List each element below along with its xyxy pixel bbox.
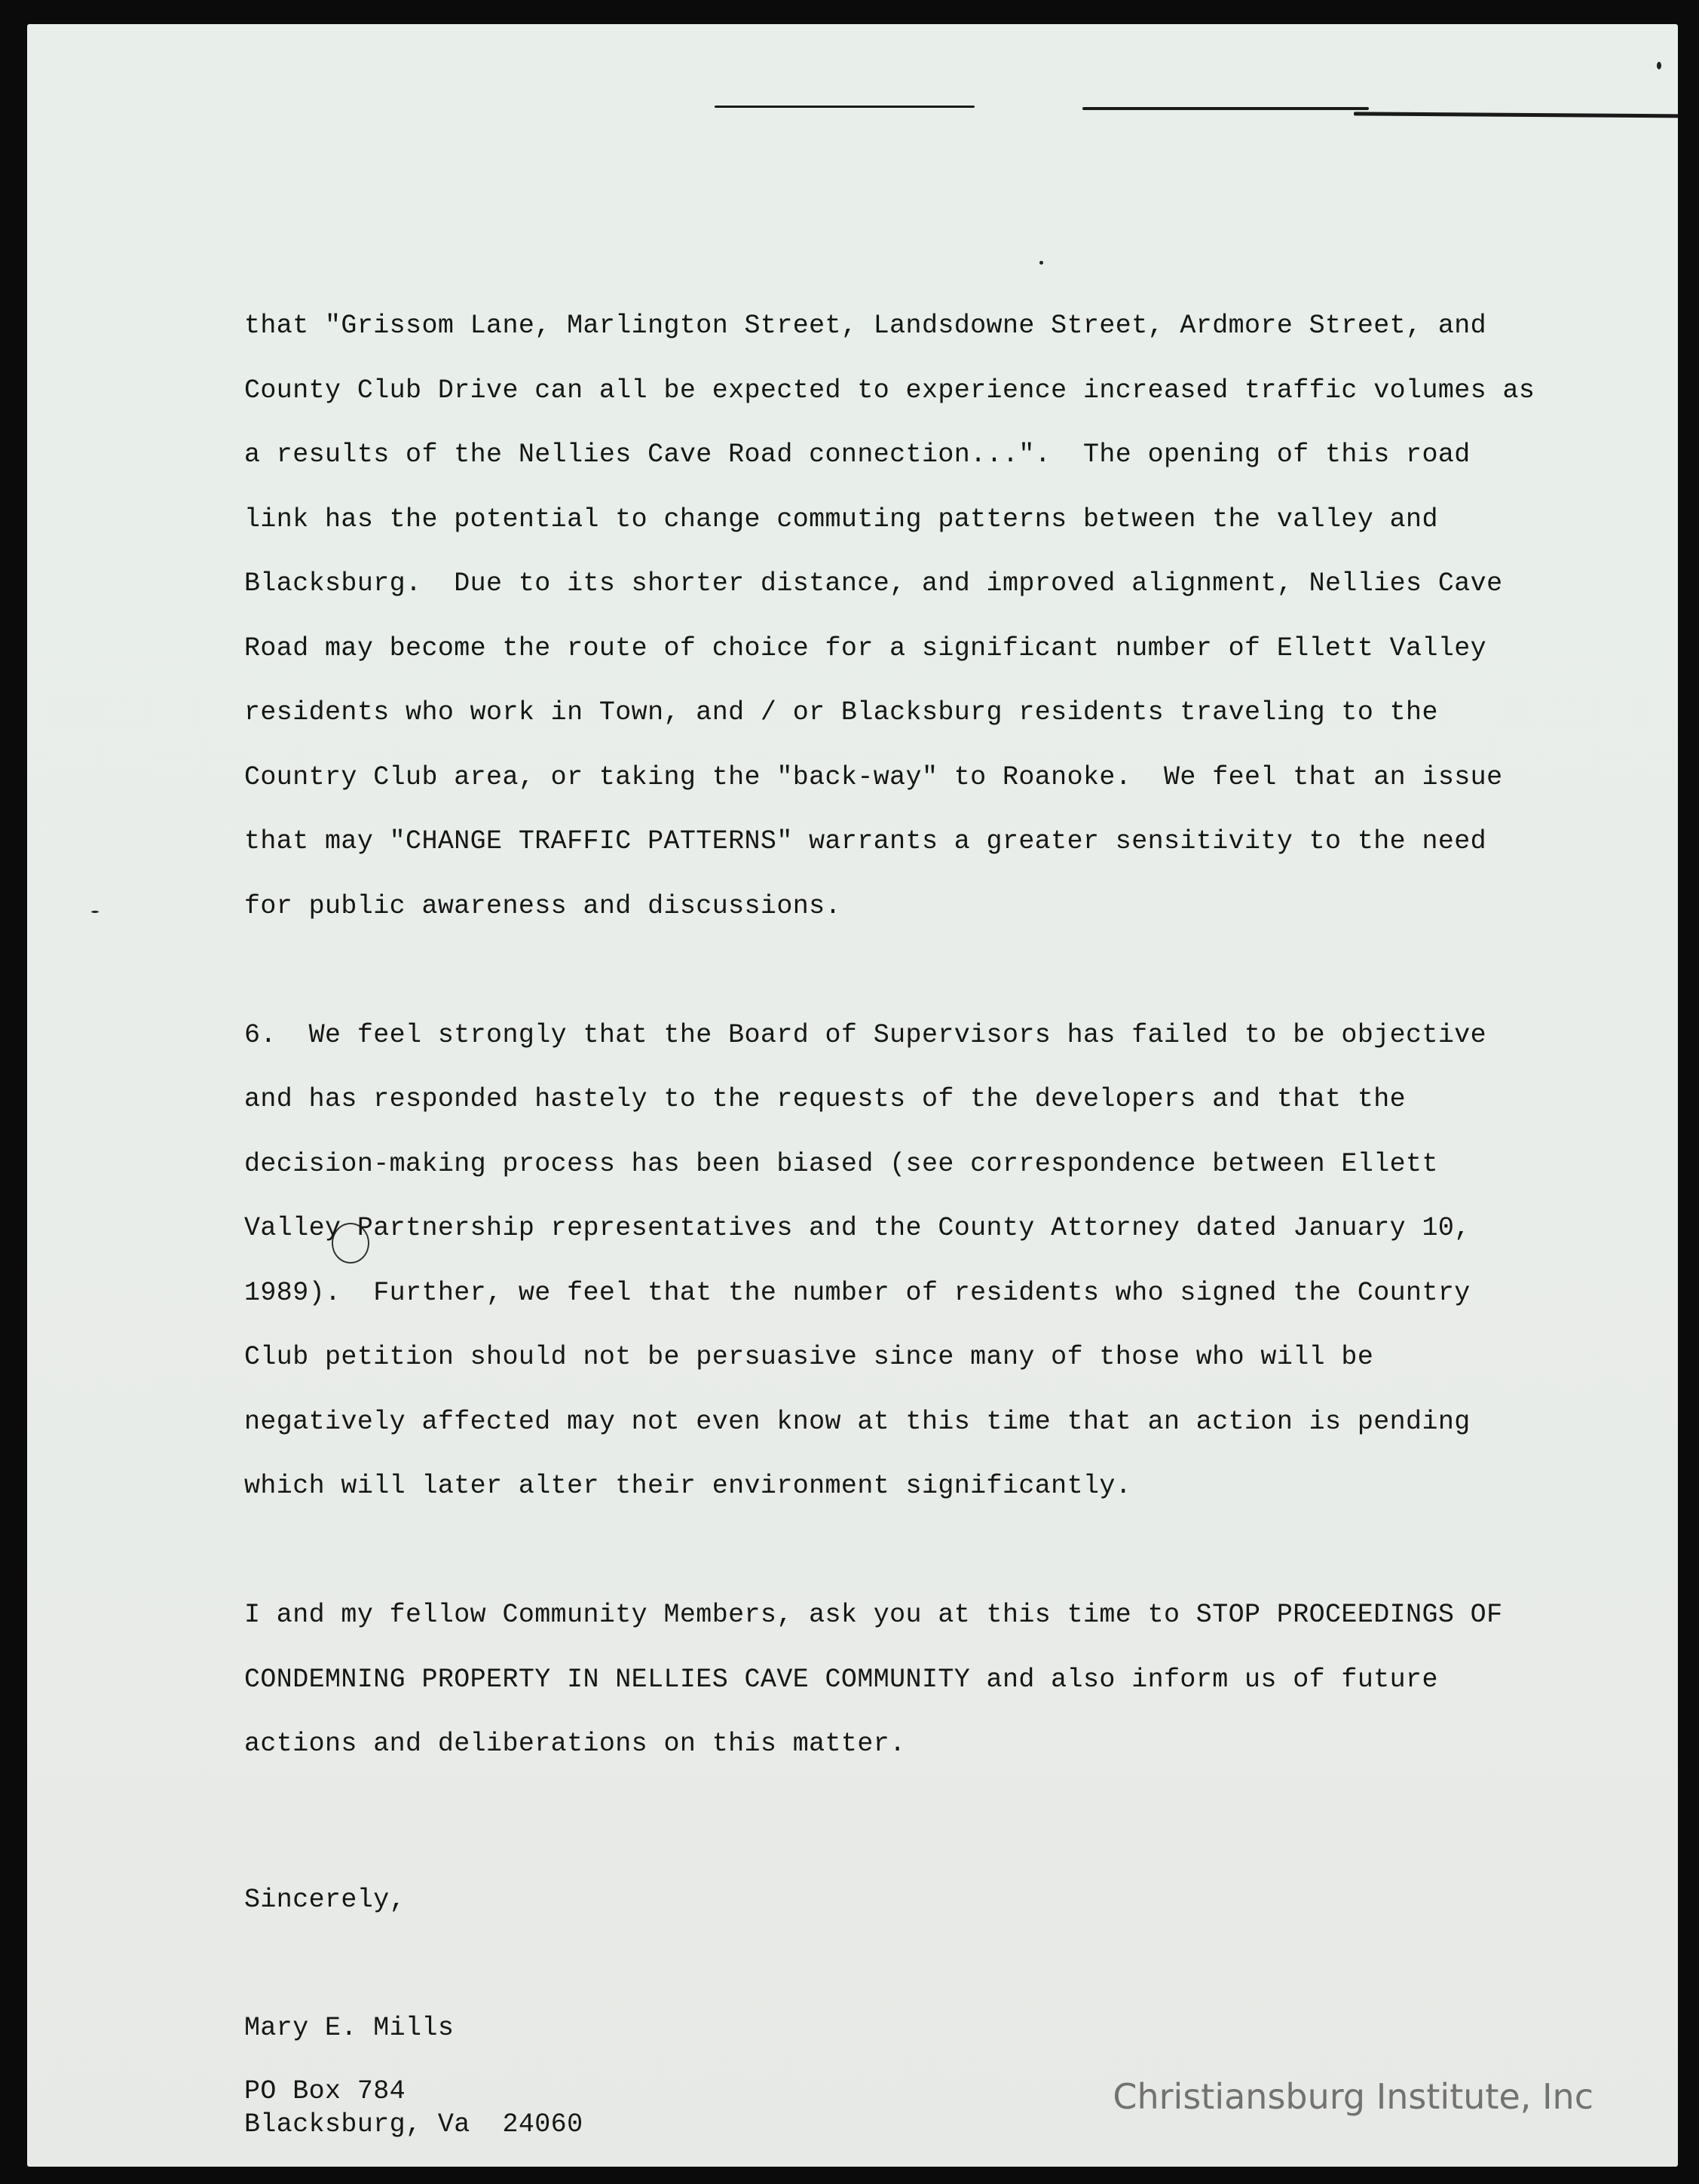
signer-name: Mary E. Mills (244, 2013, 455, 2043)
body-line: Road may become the route of choice for a significant number of Ellett Valley (244, 633, 1487, 663)
body-line: 1989). Further, we feel that the number of residents who signed the Country (244, 1277, 1471, 1308)
address-line-2: Blacksburg, Va 24060 (244, 2109, 583, 2140)
body-line: County Club Drive can all be expected to experience increased traffic volumes as (244, 375, 1535, 406)
letter-page (27, 24, 1678, 2167)
body-line: Valley Partnership representatives and the County Attorney dated January 10, (244, 1213, 1471, 1243)
body-line: for public awareness and discussions. (244, 890, 841, 921)
body-line: a results of the Nellies Cave Road connection...". The opening of this road (244, 440, 1471, 470)
body-line: link has the potential to change commuting patterns between the valley and (244, 504, 1438, 535)
top-rule-right (1354, 112, 1678, 118)
body-line: that may "CHANGE TRAFFIC PATTERNS" warrants a greater sensitivity to the need (244, 826, 1487, 856)
paragraph-gap (244, 939, 1586, 1003)
speck (91, 911, 99, 913)
speck (1657, 62, 1661, 69)
body-line: negatively affected may not even know at this time that an action is pending (244, 1406, 1471, 1437)
body-line: Country Club area, or taking the "back-way" to Roanoke. We feel that an issue (244, 761, 1503, 792)
body-line: Blacksburg. Due to its shorter distance, and improved alignment, Nellies Cave (244, 568, 1503, 599)
speck (1039, 261, 1043, 265)
body-line: which will later alter their environment significantly. (244, 1471, 1132, 1501)
paragraph-request (244, 1583, 1586, 1777)
body-line: I and my fellow Community Members, ask you at this time to STOP PROCEEDINGS OF (244, 1600, 1503, 1630)
top-rule-left (715, 106, 975, 108)
body-line: CONDEMNING PROPERTY IN NELLIES CAVE COMMUNITY and also inform us of future (244, 1664, 1438, 1695)
body-line: that "Grissom Lane, Marlington Street, Landsdowne Street, Ardmore Street, and (244, 311, 1487, 341)
paragraph-traffic (244, 294, 1586, 939)
paragraph-point-6 (244, 1003, 1586, 1519)
closing-salutation: Sincerely, (244, 1885, 406, 1915)
address-line-1: PO Box 784 (244, 2076, 406, 2106)
body-line: residents who work in Town, and / or Blacksburg residents traveling to the (244, 697, 1438, 727)
letter-body (244, 294, 1586, 1777)
paragraph-gap (244, 1519, 1586, 1584)
body-line: Club petition should not be persuasive since many of those who will be (244, 1342, 1374, 1372)
body-line: actions and deliberations on this matter. (244, 1729, 906, 1759)
body-line: 6. We feel strongly that the Board of Supervisors has failed to be objective (244, 1019, 1487, 1050)
body-line: and has responded hastely to the requests of the developers and that the (244, 1084, 1407, 1114)
archive-watermark: Christiansburg Institute, Inc (1113, 2076, 1593, 2117)
body-line: decision-making process has been biased (see correspondence between Ellett (244, 1148, 1438, 1179)
top-rule-middle (1082, 107, 1369, 110)
